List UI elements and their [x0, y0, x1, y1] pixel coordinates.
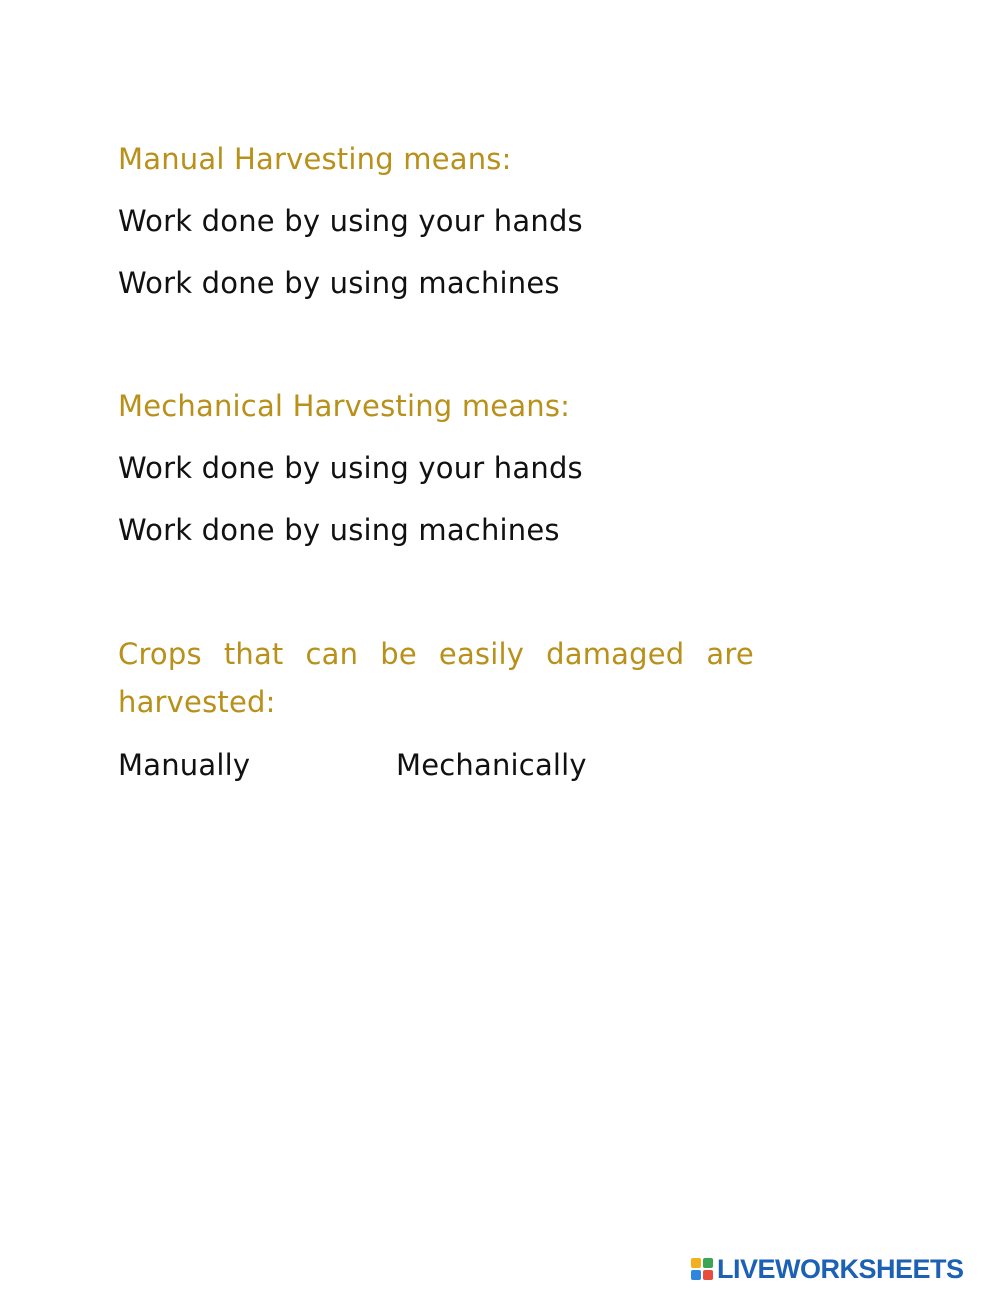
liveworksheets-logo-text: LIVEWORKSHEETS — [717, 1253, 964, 1284]
prompt-word: damaged — [546, 637, 685, 671]
question-1-prompt: Manual Harvesting means: — [118, 142, 512, 176]
prompt-word: be — [380, 637, 417, 671]
question-3-option-manually[interactable]: Manually — [118, 748, 251, 782]
question-2-option-hands[interactable]: Work done by using your hands — [118, 451, 583, 485]
prompt-word: that — [223, 637, 284, 671]
prompt-word: are — [706, 637, 754, 671]
question-3-prompt-line-1 — [118, 637, 754, 671]
question-1-option-hands[interactable]: Work done by using your hands — [118, 204, 583, 238]
question-2-option-machines[interactable]: Work done by using machines — [118, 513, 560, 547]
prompt-word: easily — [438, 637, 525, 671]
liveworksheets-logo-icon — [691, 1258, 713, 1280]
prompt-word: Crops — [118, 637, 202, 671]
question-2-prompt: Mechanical Harvesting means: — [118, 389, 571, 423]
prompt-word: can — [305, 637, 359, 671]
liveworksheets-logo — [691, 1252, 964, 1286]
question-3-prompt-line-2: harvested: — [118, 685, 276, 719]
question-1-option-machines[interactable]: Work done by using machines — [118, 266, 560, 300]
question-3-option-mechanically[interactable]: Mechanically — [396, 748, 587, 782]
